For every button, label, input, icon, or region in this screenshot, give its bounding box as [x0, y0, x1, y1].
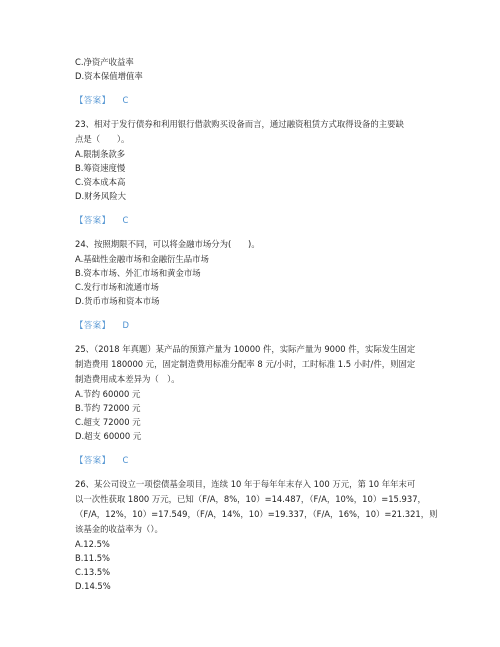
option-d: D.14.5% [75, 581, 111, 591]
answer-label: 【答案】 [75, 455, 111, 465]
question-stem-line: 点是（ ）。 [75, 134, 130, 144]
option-a: A.限制条款多 [75, 149, 126, 159]
option-c: C.13.5% [75, 567, 111, 577]
answer-row [75, 213, 435, 227]
option-a: A.节约 60000 元 [75, 389, 141, 399]
question-stem-line: 以一次性获取 1800 万元，已知（F/A，8%，10）=14.487，（F/A，10%，10）=15.937， [75, 494, 426, 504]
answer-value: D [122, 320, 129, 330]
answer-label: 【答案】 [75, 95, 111, 105]
question-stem-line: 25、（2018 年真题）某产品的预算产量为 10000 件，实际产量为 9000 件，实际发生固定 [75, 344, 416, 354]
answer-value: C [122, 95, 129, 105]
question-list [75, 55, 438, 593]
option-b: B.节约 72000 元 [75, 403, 141, 413]
question-26 [75, 477, 438, 593]
question-stem-line: 该基金的收益率为（）。 [75, 524, 163, 534]
question-stem-line: （F/A，12%，10）=17.549，（F/A，14%，10）=19.337，（F/A，16%，10）=21.321，则 [75, 509, 438, 519]
question-stem-line: 制造费用 180000 元，固定制造费用标准分配率 8 元/小时，工时标准 1.5 小时/件，则固定 [75, 359, 416, 369]
option-a: A.基础性金融市场和金融衍生品市场 [75, 254, 209, 264]
option-b: B.资本市场、外汇市场和黄金市场 [75, 268, 201, 278]
option-b: B.筹资速度慢 [75, 163, 126, 173]
answer-value: C [122, 455, 129, 465]
question-stem-line: 26、某公司设立一项偿债基金项目，连续 10 年于每年年末存入 100 万元，第 10 年年末可 [75, 479, 416, 489]
option-c: C.资本成本高 [75, 177, 126, 187]
answer-row [75, 453, 435, 467]
answer-row [75, 318, 435, 332]
question-stem-line: 制造费用成本差异为（ ）。 [75, 374, 180, 384]
option-d: D.超支 60000 元 [75, 431, 142, 441]
option-d: D.资本保值增值率 [75, 71, 143, 81]
question-25 [75, 342, 435, 467]
question-23 [75, 117, 435, 227]
question-22-tail [75, 55, 435, 107]
answer-row [75, 93, 435, 107]
option-d: D.货币市场和资本市场 [75, 296, 160, 306]
answer-label: 【答案】 [75, 215, 111, 225]
option-c: C.超支 72000 元 [75, 417, 141, 427]
question-stem-line: 24、按照期限不同，可以将金融市场分为( )。 [75, 239, 260, 249]
option-d: D.财务风险大 [75, 191, 126, 201]
option-a: A.12.5% [75, 539, 110, 549]
option-c: C.净资产收益率 [75, 57, 134, 67]
answer-label: 【答案】 [75, 320, 111, 330]
question-24 [75, 237, 435, 332]
option-b: B.11.5% [75, 553, 111, 563]
answer-value: C [122, 215, 129, 225]
option-c: C.发行市场和流通市场 [75, 282, 159, 292]
question-stem-line: 23、相对于发行债券和利用银行借款购买设备而言，通过融资租赁方式取得设备的主要缺 [75, 119, 404, 129]
